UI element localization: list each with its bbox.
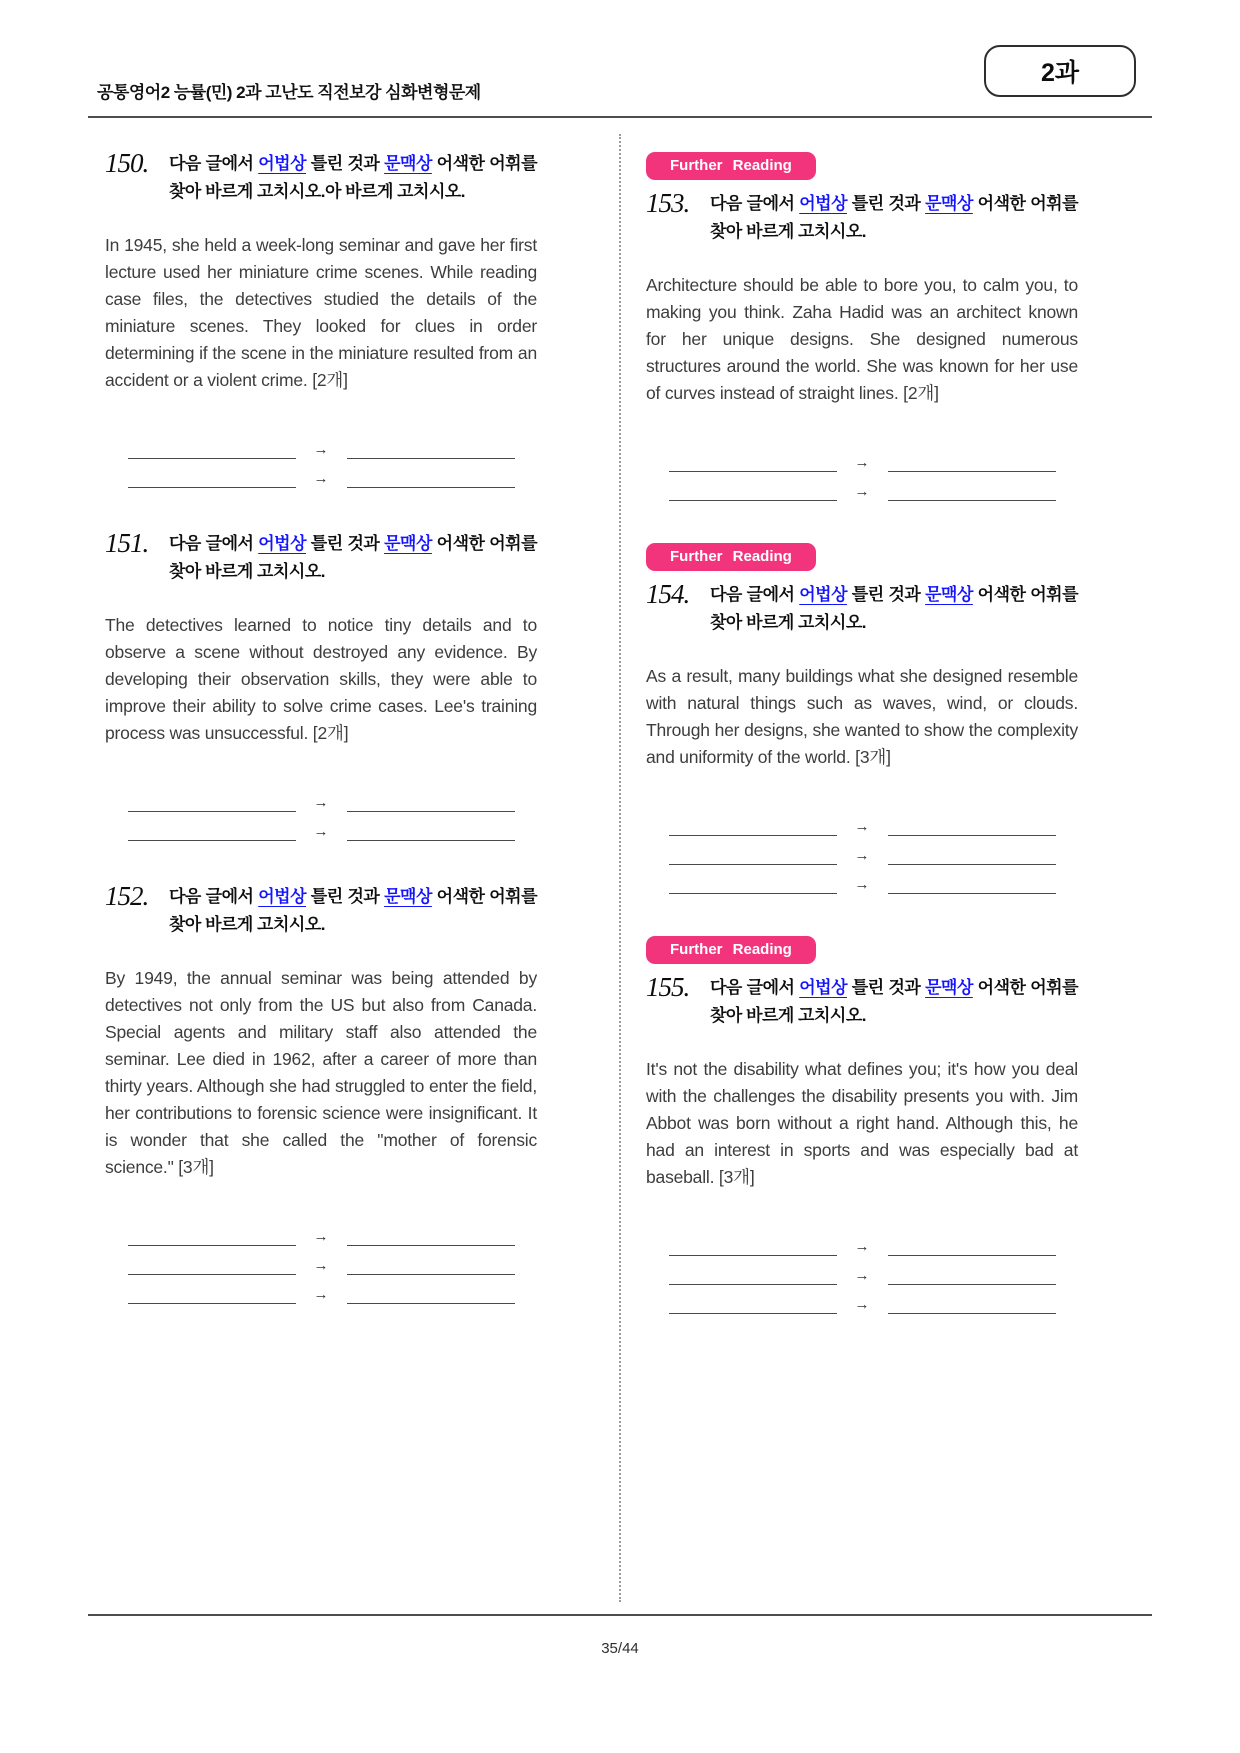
answer-blank-right [888, 850, 1056, 865]
arrow-icon: → [313, 441, 329, 458]
answer-blank-right [888, 879, 1056, 894]
arrow-icon: → [854, 1296, 870, 1313]
passage-text: As a result, many buildings what she designed resemble with natural things such as waves, wind, or clouds. Through her designs, she wanted to show the complexity and uniformity of the world. [3개] [646, 666, 1078, 767]
arrow-icon: → [313, 1257, 329, 1274]
answer-blank-right [888, 457, 1056, 472]
question-header [646, 581, 1078, 637]
page-number: 35/44 [601, 1640, 639, 1657]
prompt-term-context: 문맥상 [925, 194, 973, 213]
answer-blank-left [128, 1231, 296, 1246]
chapter-badge-label: 2과 [1040, 59, 1080, 87]
arrow-icon: → [854, 1267, 870, 1284]
question-155 [646, 936, 1078, 1314]
footer-divider [88, 1614, 1152, 1616]
prompt-text: 어색한 어휘를 찾아 바르게 고치시오. [710, 978, 1079, 1025]
question-153 [646, 152, 1078, 501]
question-150 [105, 150, 537, 488]
answer-blank-row [646, 1285, 1078, 1314]
question-prompt [710, 190, 1078, 246]
prompt-text: 틀린 것과 [306, 887, 385, 906]
right-column [646, 152, 1078, 1356]
answer-blank-row [646, 807, 1078, 836]
left-column [105, 150, 537, 1346]
question-number: 154. [646, 579, 690, 609]
passage-text: In 1945, she held a week-long seminar and gave her first lecture used her miniature crime scenes. While reading case files, the detectives studied the details of the miniature scenes. They looked for clues in order determining if the scene in the miniature resulted from an accident or a violent crime. [2개] [105, 235, 537, 390]
prompt-term-context: 문맥상 [925, 978, 973, 997]
question-151 [105, 530, 537, 841]
prompt-text: 틀린 것과 [306, 534, 385, 553]
prompt-term-context: 문맥상 [384, 154, 432, 173]
question-header [646, 190, 1078, 246]
prompt-text: 다음 글에서 [710, 978, 800, 997]
answer-blank-right [888, 821, 1056, 836]
answer-blank-left [669, 486, 837, 501]
answer-blank-left [669, 821, 837, 836]
arrow-icon: → [313, 1286, 329, 1303]
answer-blank-row [646, 472, 1078, 501]
answer-blanks [105, 1215, 537, 1304]
answer-blank-right [347, 473, 515, 488]
answer-blank-right [347, 797, 515, 812]
further-reading-badge: Further Reading [646, 152, 816, 180]
question-number: 150. [105, 148, 149, 178]
arrow-icon: → [313, 1228, 329, 1245]
prompt-text: 어색한 어휘를 찾아 바르게 고치시오. [710, 585, 1079, 632]
question-prompt [710, 974, 1078, 1030]
answer-blank-left [128, 1260, 296, 1275]
question-header [105, 883, 537, 939]
arrow-icon: → [854, 1238, 870, 1255]
prompt-text: 다음 글에서 [169, 154, 259, 173]
answer-blank-left [128, 797, 296, 812]
question-152 [105, 883, 537, 1304]
arrow-icon: → [854, 818, 870, 835]
answer-blank-row [646, 865, 1078, 894]
prompt-term-context: 문맥상 [925, 585, 973, 604]
answer-blank-left [669, 1299, 837, 1314]
further-reading-badge: Further Reading [646, 543, 816, 571]
arrow-icon: → [854, 483, 870, 500]
answer-blanks [105, 781, 537, 841]
answer-blank-left [128, 473, 296, 488]
answer-blank-row [105, 812, 537, 841]
answer-blank-right [347, 826, 515, 841]
prompt-term-grammar: 어법상 [258, 534, 306, 553]
answer-blank-left [669, 457, 837, 472]
answer-blank-left [669, 1241, 837, 1256]
answer-blank-row [105, 1217, 537, 1246]
answer-blank-left [128, 444, 296, 459]
header-divider [88, 116, 1152, 118]
answer-blank-right [888, 1241, 1056, 1256]
answer-blank-row [646, 443, 1078, 472]
prompt-term-context: 문맥상 [384, 887, 432, 906]
answer-blanks [105, 428, 537, 488]
prompt-text: 어색한 어휘를 찾아 바르게 고치시오. [169, 534, 538, 581]
further-reading-badge: Further Reading [646, 936, 816, 964]
answer-blank-row [105, 1246, 537, 1275]
answer-blank-left [128, 1289, 296, 1304]
prompt-term-grammar: 어법상 [799, 585, 847, 604]
question-prompt [169, 150, 537, 206]
arrow-icon: → [313, 470, 329, 487]
question-number: 153. [646, 188, 690, 218]
question-154 [646, 543, 1078, 894]
passage-text: By 1949, the annual seminar was being attended by detectives not only from the US but also from Canada. Special agents and military staff also attended the seminar. Lee died in 1962, after a career of more than thirty years. Although she had struggled to enter the field, her contributions to forensic science were insignificant. It is wonder that she called the "mother of forensic science." [3개] [105, 968, 537, 1177]
answer-blank-right [888, 1270, 1056, 1285]
question-number: 155. [646, 972, 690, 1002]
arrow-icon: → [854, 847, 870, 864]
question-prompt [710, 581, 1078, 637]
question-header [646, 974, 1078, 1030]
answer-blank-right [347, 1289, 515, 1304]
question-prompt [169, 530, 537, 586]
prompt-text: 다음 글에서 [169, 534, 259, 553]
prompt-text: 틀린 것과 [847, 585, 926, 604]
answer-blank-right [888, 486, 1056, 501]
answer-blank-right [888, 1299, 1056, 1314]
prompt-term-grammar: 어법상 [799, 978, 847, 997]
prompt-term-grammar: 어법상 [799, 194, 847, 213]
page-title: 공통영어2 능률(민) 2과 고난도 직전보강 심화변형문제 [97, 83, 481, 102]
prompt-text: 틀린 것과 [306, 154, 385, 173]
prompt-text: 어색한 어휘를 찾아 바르게 고치시오.아 바르게 고치시오. [169, 154, 538, 201]
passage-text: Architecture should be able to bore you, to calm you, to making you think. Zaha Hadid was an architect known for her unique designs. She designed numerous structures around the world. She was known for her use of curves instead of straight lines. [2개] [646, 275, 1078, 403]
prompt-text: 다음 글에서 [710, 585, 800, 604]
prompt-term-context: 문맥상 [384, 534, 432, 553]
answer-blank-row [646, 1256, 1078, 1285]
answer-blank-right [347, 1231, 515, 1246]
answer-blank-row [105, 1275, 537, 1304]
answer-blanks [646, 441, 1078, 501]
arrow-icon: → [313, 794, 329, 811]
prompt-text: 다음 글에서 [169, 887, 259, 906]
arrow-icon: → [854, 454, 870, 471]
column-divider [619, 134, 621, 1602]
chapter-badge [984, 45, 1136, 97]
prompt-term-grammar: 어법상 [258, 887, 306, 906]
question-number: 151. [105, 528, 149, 558]
answer-blank-right [347, 1260, 515, 1275]
answer-blank-row [646, 836, 1078, 865]
prompt-text: 어색한 어휘를 찾아 바르게 고치시오. [169, 887, 538, 934]
prompt-term-grammar: 어법상 [258, 154, 306, 173]
answer-blanks [646, 1225, 1078, 1314]
answer-blank-left [669, 850, 837, 865]
prompt-text: 다음 글에서 [710, 194, 800, 213]
answer-blank-left [128, 826, 296, 841]
question-number: 152. [105, 881, 149, 911]
answer-blank-row [105, 430, 537, 459]
question-prompt [169, 883, 537, 939]
answer-blank-row [105, 783, 537, 812]
question-header [105, 530, 537, 586]
answer-blank-row [105, 459, 537, 488]
answer-blank-left [669, 879, 837, 894]
prompt-text: 틀린 것과 [847, 194, 926, 213]
prompt-text: 틀린 것과 [847, 978, 926, 997]
answer-blanks [646, 805, 1078, 894]
question-header [105, 150, 537, 206]
prompt-text: 어색한 어휘를 찾아 바르게 고치시오. [710, 194, 1079, 241]
arrow-icon: → [854, 876, 870, 893]
answer-blank-row [646, 1227, 1078, 1256]
arrow-icon: → [313, 823, 329, 840]
answer-blank-left [669, 1270, 837, 1285]
answer-blank-right [347, 444, 515, 459]
passage-text: The detectives learned to notice tiny details and to observe a scene without destroyed any evidence. By developing their observation skills, they were able to improve their ability to solve crime cases. Lee's training process was unsuccessful. [2개] [105, 615, 537, 743]
passage-text: It's not the disability what defines you; it's how you deal with the challenges the disability presents you with. Jim Abbot was born without a right hand. Although this, he had an interest in sports and was especially bad at baseball. [3개] [646, 1059, 1078, 1187]
